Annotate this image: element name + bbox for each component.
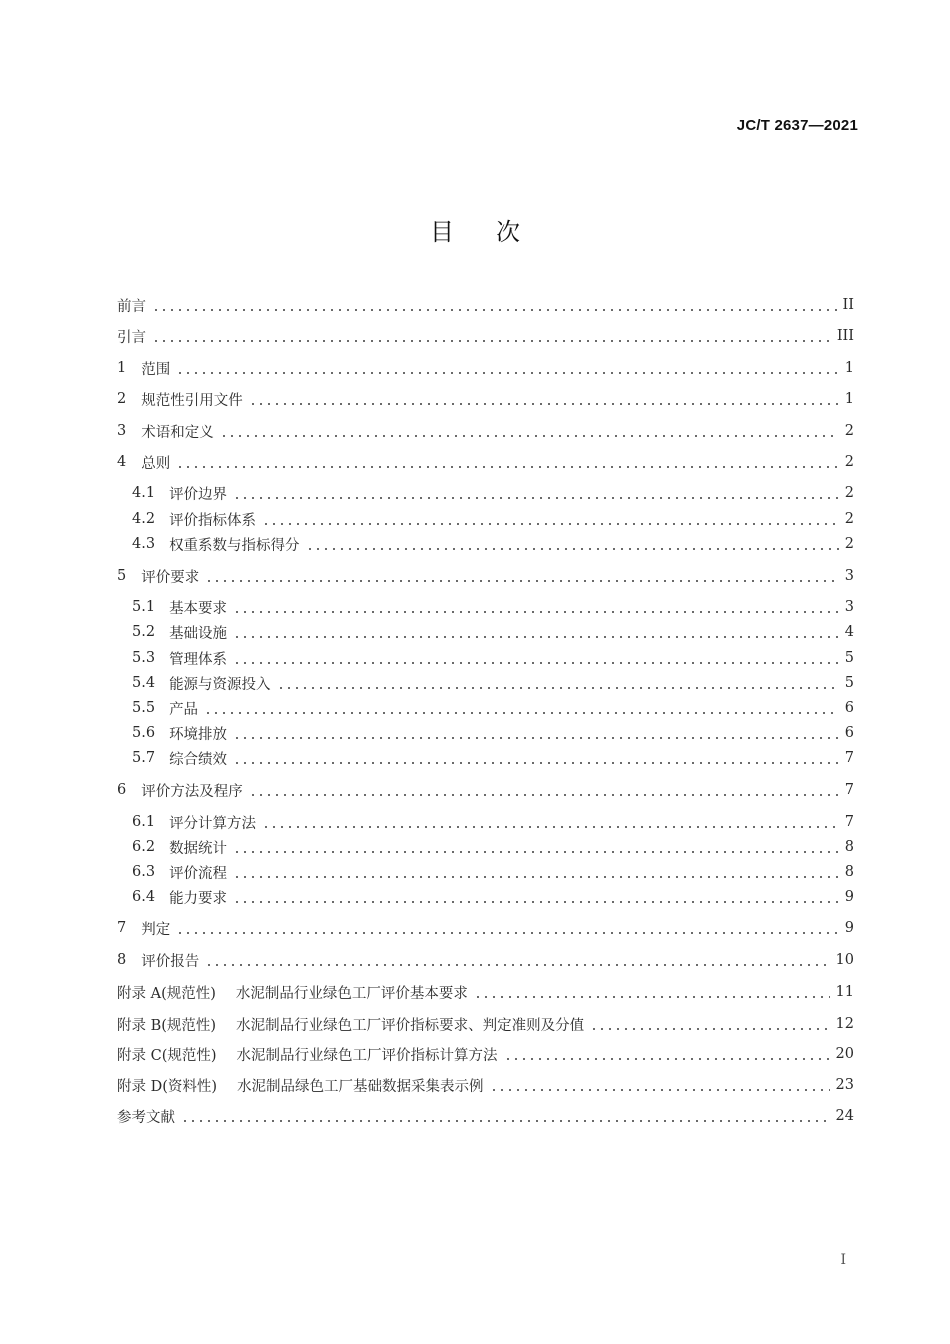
toc-entry-number: 4.2	[132, 511, 156, 527]
toc-entry-page: III	[836, 328, 854, 344]
toc-entry[interactable]	[132, 834, 854, 860]
toc-entry-page: 4	[844, 624, 854, 640]
toc-entry-label: 评价流程	[169, 865, 228, 882]
toc-entry[interactable]	[117, 1011, 854, 1037]
toc-entry-page: 24	[835, 1108, 854, 1124]
document-code: JC/T 2637—2021	[736, 117, 858, 134]
toc-entry-label: 前言	[117, 298, 146, 315]
toc-dot-leader	[233, 720, 839, 746]
toc-entry[interactable]	[117, 1103, 854, 1129]
toc-entry[interactable]	[117, 418, 854, 444]
toc-dot-leader	[233, 884, 839, 910]
toc-entry-number: 1	[117, 360, 127, 376]
toc-entry-label: 产品	[169, 701, 199, 718]
toc-entry-number: 3	[117, 423, 127, 439]
toc-entry-label: 评价边界	[169, 486, 228, 503]
toc-entry[interactable]	[117, 1041, 854, 1067]
toc-entry[interactable]	[132, 695, 854, 721]
toc-entry-number: 5	[117, 568, 127, 584]
toc-entry-label: 能源与资源投入	[169, 676, 271, 693]
toc-dot-leader	[590, 1011, 829, 1037]
toc-entry-page: 7	[844, 782, 854, 798]
toc-entry-number: 8	[117, 952, 127, 968]
toc-entry-number: 4	[117, 454, 127, 470]
toc-entry[interactable]	[117, 386, 854, 412]
toc-entry[interactable]	[117, 292, 854, 318]
toc-entry-page: 6	[844, 700, 854, 716]
toc-entry-number: 4.3	[132, 536, 156, 552]
toc-entry-page: 5	[844, 675, 854, 691]
toc-entry-label: 水泥制品行业绿色工厂评价指标要求、判定准则及分值	[236, 1017, 585, 1034]
toc-entry[interactable]	[117, 449, 854, 475]
toc-entry-number: 5.7	[132, 750, 156, 766]
toc-entry-label: 管理体系	[169, 651, 228, 668]
toc-entry-page: 5	[844, 650, 854, 666]
toc-entry-page: 8	[844, 864, 854, 880]
toc-entry-page: 23	[835, 1077, 854, 1093]
toc-dot-leader	[233, 480, 839, 506]
toc-entry-label: 水泥制品行业绿色工厂评价基本要求	[235, 985, 468, 1002]
toc-dot-leader	[233, 859, 839, 885]
toc-entry[interactable]	[132, 594, 854, 620]
toc-entry-page: 3	[844, 568, 854, 584]
toc-entry-label: 环境排放	[169, 726, 228, 743]
toc-entry-number: 5.1	[132, 599, 156, 615]
toc-entry-number: 5.5	[132, 700, 156, 716]
toc-dot-leader	[176, 355, 839, 381]
toc-dot-leader	[205, 563, 839, 589]
toc-entry[interactable]	[132, 745, 854, 771]
toc-dot-leader	[233, 745, 839, 771]
toc-entry[interactable]	[132, 480, 854, 506]
toc-entry-page: 9	[844, 920, 854, 936]
toc-entry-page: 2	[844, 511, 854, 527]
toc-entry-label: 规范性引用文件	[141, 392, 243, 409]
toc-entry-label: 综合绩效	[169, 751, 228, 768]
toc-entry-number: 6.1	[132, 814, 156, 830]
toc-dot-leader	[181, 1103, 830, 1129]
toc-entry[interactable]	[132, 619, 854, 645]
toc-entry-label: 总则	[141, 455, 171, 472]
toc-entry-page: 8	[844, 839, 854, 855]
toc-entry[interactable]	[117, 979, 854, 1005]
toc-entry-number: 6.3	[132, 864, 156, 880]
toc-dot-leader	[262, 809, 839, 835]
toc-dot-leader	[233, 594, 839, 620]
toc-entry-page: 12	[835, 1016, 854, 1032]
toc-entry-page: II	[842, 297, 854, 313]
toc-entry-number: 2	[117, 391, 127, 407]
toc-entry-label: 评价方法及程序	[141, 783, 243, 800]
toc-entry-page: 6	[844, 725, 854, 741]
toc-dot-leader	[152, 292, 837, 318]
toc-entry-label: 能力要求	[169, 890, 228, 907]
toc-entry-number: 5.6	[132, 725, 156, 741]
toc-entry[interactable]	[132, 809, 854, 835]
toc-entry-page: 2	[844, 536, 854, 552]
toc-entry-page: 3	[844, 599, 854, 615]
toc-entry-page: 2	[844, 423, 854, 439]
toc-entry[interactable]	[132, 506, 854, 532]
toc-dot-leader	[233, 619, 839, 645]
toc-entry-label: 评价报告	[141, 953, 200, 970]
toc-entry-label: 基础设施	[169, 625, 228, 642]
toc-entry[interactable]	[117, 777, 854, 803]
toc-entry-page: 9	[844, 889, 854, 905]
toc-entry-page: 11	[835, 984, 854, 1000]
toc-entry-number: 5.3	[132, 650, 156, 666]
toc-entry-number: 5.4	[132, 675, 156, 691]
toc-entry-page: 2	[844, 485, 854, 501]
toc-entry-label: 范围	[141, 361, 171, 378]
toc-entry-number: 附录 A(规范性)	[117, 985, 216, 1002]
toc-entry-number: 附录 B(规范性)	[117, 1017, 217, 1034]
toc-entry[interactable]	[117, 947, 854, 973]
toc-entry[interactable]	[117, 563, 854, 589]
toc-entry-page: 1	[844, 360, 854, 376]
toc-entry[interactable]	[132, 884, 854, 910]
toc-entry-label: 参考文献	[117, 1109, 175, 1126]
toc-dot-leader	[233, 834, 839, 860]
toc-entry-label: 引言	[117, 329, 146, 346]
toc-entry-number: 5.2	[132, 624, 156, 640]
toc-entry-label: 评价要求	[141, 569, 200, 586]
toc-entry-page: 7	[844, 814, 854, 830]
toc-entry-label: 基本要求	[169, 600, 228, 617]
toc-entry-page: 2	[844, 454, 854, 470]
toc-dot-leader	[205, 947, 829, 973]
toc-entry-label: 评分计算方法	[169, 815, 257, 832]
toc-entry-label: 判定	[141, 921, 171, 938]
toc-entry-number: 6.4	[132, 889, 156, 905]
toc-entry-number: 7	[117, 920, 127, 936]
toc-dot-leader	[220, 418, 839, 444]
toc-dot-leader	[277, 670, 839, 696]
toc-entry-number: 6	[117, 782, 127, 798]
toc-dot-leader	[262, 506, 839, 532]
toc-entry-label: 权重系数与指标得分	[169, 537, 300, 554]
toc-entry-label: 数据统计	[169, 840, 228, 857]
toc-entry-label: 水泥制品绿色工厂基础数据采集表示例	[237, 1078, 484, 1095]
toc-entry-label: 水泥制品行业绿色工厂评价指标计算方法	[236, 1047, 498, 1064]
toc-entry[interactable]	[132, 531, 854, 557]
toc-entry[interactable]	[117, 915, 854, 941]
toc-entry-page: 10	[835, 952, 854, 968]
toc-entry[interactable]	[132, 720, 854, 746]
toc-entry[interactable]	[117, 355, 854, 381]
toc-entry[interactable]	[132, 859, 854, 885]
toc-dot-leader	[504, 1041, 830, 1067]
toc-entry[interactable]	[117, 1072, 854, 1098]
toc-entry[interactable]	[117, 323, 854, 349]
toc-entry-number: 附录 D(资料性)	[117, 1078, 218, 1095]
toc-dot-leader	[204, 695, 839, 721]
toc-dot-leader	[233, 645, 839, 671]
toc-entry[interactable]	[132, 645, 854, 671]
toc-dot-leader	[490, 1072, 830, 1098]
toc-dot-leader	[474, 979, 830, 1005]
toc-dot-leader	[249, 386, 839, 412]
toc-entry-number: 6.2	[132, 839, 156, 855]
toc-entry-page: 20	[835, 1046, 854, 1062]
toc-entry-label: 术语和定义	[141, 424, 214, 441]
toc-dot-leader	[176, 915, 839, 941]
toc-entry-number: 附录 C(规范性)	[117, 1047, 217, 1064]
toc-entry-page: 7	[844, 750, 854, 766]
toc-dot-leader	[152, 323, 831, 349]
toc-dot-leader	[249, 777, 839, 803]
toc-entry-label: 评价指标体系	[169, 512, 257, 529]
toc-title: 目次	[430, 218, 562, 246]
toc-entry-page: 1	[844, 391, 854, 407]
page-number: I	[840, 1252, 846, 1268]
toc-entry[interactable]	[132, 670, 854, 696]
toc-entry-number: 4.1	[132, 485, 156, 501]
toc-dot-leader	[306, 531, 839, 557]
toc-dot-leader	[176, 449, 839, 475]
